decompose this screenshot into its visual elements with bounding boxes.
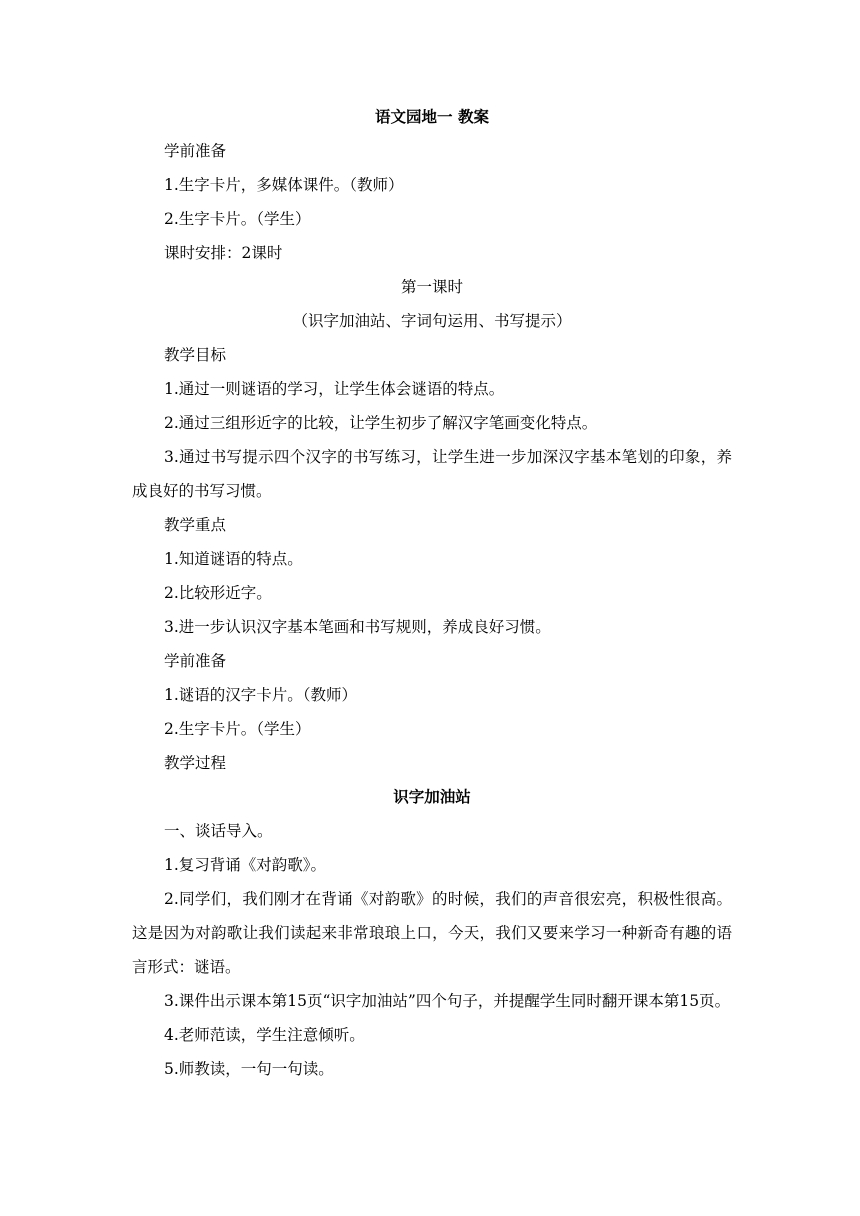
goals-heading: 教学目标 <box>164 346 227 364</box>
key-heading: 教学重点 <box>164 516 227 534</box>
step-item: 4.老师范读，学生注意倾听。 <box>164 1026 365 1044</box>
goal-item: 3.通过书写提示四个汉字的书写练习，让学生进一步加深汉字基本笔划的印象，养成良好的书写习惯。 <box>132 448 732 500</box>
prep-item: 1.谜语的汉字卡片。（教师） <box>164 686 358 704</box>
goal-item: 1.通过一则谜语的学习，让学生体会谜语的特点。 <box>164 380 505 398</box>
step-item: 5.师教读，一句一句读。 <box>164 1060 334 1078</box>
step-heading: 一、谈话导入。 <box>164 822 273 840</box>
prep-item: 2.生字卡片。（学生） <box>164 720 311 738</box>
process-heading: 教学过程 <box>164 754 227 772</box>
prep-item: 1.生字卡片，多媒体课件。（教师） <box>164 176 404 194</box>
step-item: 3.课件出示课本第15页“识字加油站”四个句子，并提醒学生同时翻开课本第15页。 <box>164 992 731 1010</box>
prep-heading: 学前准备 <box>164 142 227 160</box>
key-item: 1.知道谜语的特点。 <box>164 550 303 568</box>
goal-item: 2.通过三组形近字的比较，让学生初步了解汉字笔画变化特点。 <box>164 414 598 432</box>
document-title: 语文园地一 教案 <box>375 107 489 126</box>
schedule-line: 课时安排：2课时 <box>164 244 283 262</box>
prep-heading: 学前准备 <box>164 652 227 670</box>
prep-item: 2.生字卡片。（学生） <box>164 210 311 228</box>
step-item: 1.复习背诵《对韵歌》。 <box>164 856 327 874</box>
lesson-subtitle: （识字加油站、字词句运用、书写提示） <box>292 312 572 330</box>
document-body <box>132 100 732 1086</box>
section-title: 识字加油站 <box>393 787 471 806</box>
step-item: 2.同学们，我们刚才在背诵《对韵歌》的时候，我们的声音很宏亮，积极性很高。这是因为对韵歌让我们读起来非常琅琅上口，今天，我们又要来学习一种新奇有趣的语言形式：谜语。 <box>132 890 732 976</box>
key-item: 2.比较形近字。 <box>164 584 272 602</box>
lesson-title: 第一课时 <box>400 278 463 296</box>
key-item: 3.进一步认识汉字基本笔画和书写规则，养成良好习惯。 <box>164 618 551 636</box>
